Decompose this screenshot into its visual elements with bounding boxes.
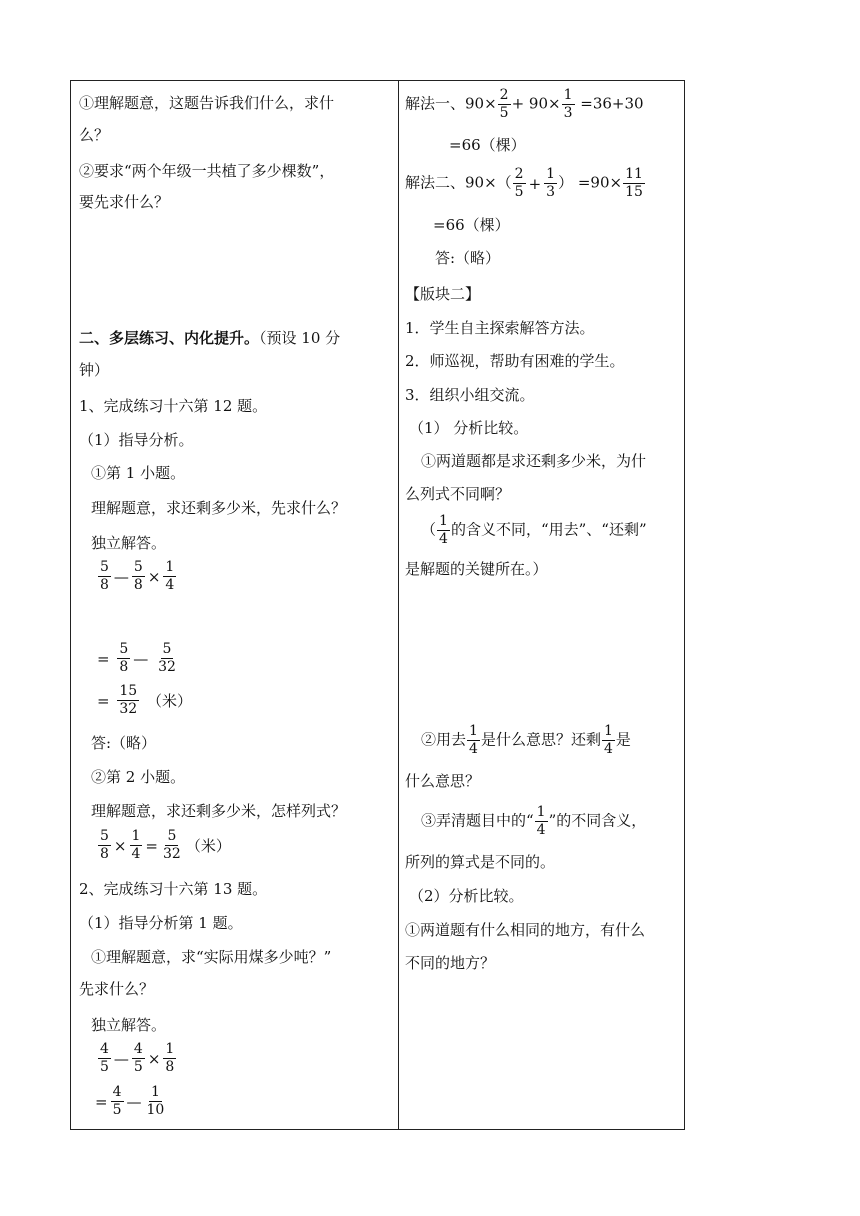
used-remaining-question-line-2: 什么意思？ [405,772,481,790]
fraction: $\frac{1}{4}$ [165,559,175,593]
similarity-question-line-1: ①两道题有什么相同的地方，有什么 [405,921,646,939]
equation-1-line-2: = $\frac{5}{8}$ — $\frac{5}{32}$ [97,641,176,675]
fraction: $\frac{11}{15}$ [625,166,643,200]
fraction: $\frac{1}{4}$ [536,804,546,838]
coal-question-line-2: 先求什么？ [79,980,155,998]
fraction: $\frac{5}{8}$ [119,641,129,675]
fraction: $\frac{1}{8}$ [165,1041,175,1075]
equation-3-line-1: $\frac{4}{5}$ — $\frac{4}{5}$ × $\frac{1}{8}$ [100,1041,175,1075]
coal-question-line-1: ①理解题意，求“实际用煤多少吨？” [91,948,332,966]
step-3: 3．组织小组交流。 [405,386,535,404]
block-2-heading: 【版块二】 [405,285,481,303]
discussion-line-1: ①两道题都是求还剩多少米，为什 [421,452,647,470]
section-2-heading-rest: （预设 10 分 [259,329,341,347]
step-1: 1．学生自主探索解答方法。 [405,319,595,337]
solution-1-result: =66（棵） [449,136,526,154]
solve-independently-2: 独立解答。 [91,1016,167,1034]
fraction: $\frac{5}{8}$ [100,559,109,593]
analysis-compare-2: （2）分析比较。 [409,887,524,905]
equation-1-result: = $\frac{15}{32}$ （米） [97,683,192,717]
equation-3-line-2: = $\frac{4}{5}$ — $\frac{1}{10}$ [95,1084,165,1118]
fraction: $\frac{5}{8}$ [133,559,143,593]
fraction: $\frac{1}{4}$ [603,723,613,757]
understand-2: 理解题意，求还剩多少米，怎样列式？ [91,802,347,820]
fraction: $\frac{1}{10}$ [146,1084,165,1118]
left-column [71,81,398,1129]
solution-2: 解法二、90×（ $\frac{2}{5}$ + $\frac{1}{3}$ ） =90× $\frac{11}{15}$ [405,166,643,200]
equation-2: $\frac{5}{8}$ × $\frac{1}{4}$ = $\frac{5}{32}$ （米） [100,828,231,862]
used-remaining-question: ②用去 $\frac{1}{4}$ 是什么意思？还剩 $\frac{1}{4}$ 是 [421,723,631,757]
fraction: $\frac{5}{32}$ [163,828,181,862]
question-2-line-1: ②要求“两个年级一共植了多少棵数”， [79,162,335,180]
analysis-compare-1: （1） 分析比较。 [409,419,529,437]
answer-omitted-1: 答:（略） [91,734,157,752]
guide-analysis-13: （1）指导分析第 1 题。 [79,914,243,932]
step-2: 2．师巡视，帮助有困难的学生。 [405,352,625,370]
fraction: $\frac{1}{3}$ [546,166,556,200]
fraction: $\frac{1}{4}$ [469,723,478,757]
sub-question-1: ①第 1 小题。 [91,464,186,482]
fraction: $\frac{2}{5}$ [499,87,509,121]
fraction: $\frac{4}{5}$ [112,1084,122,1118]
section-2-heading-bold: 二、多层练习、内化提升。 [79,329,260,347]
section-2-heading-line-2: 钟） [79,361,110,379]
meaning-note-line-1: （ $\frac{1}{4}$ 的含义不同，“用去”、“还剩” [421,513,647,547]
similarity-question-line-2: 不同的地方？ [405,954,496,972]
section-2-heading [79,328,340,348]
solve-independently-1: 独立解答。 [91,534,167,552]
question-2-line-2: 要先求什么？ [79,193,170,211]
right-column [399,81,685,1129]
question-1-line-2: 么？ [79,126,110,144]
fraction: $\frac{4}{5}$ [100,1041,109,1075]
fraction: $\frac{5}{8}$ [100,828,109,862]
clarify-meaning-line-2: 所列的算式是不同的。 [405,853,556,871]
discussion-line-2: 么列式不同啊？ [405,485,511,503]
exercise-13-title: 2、完成练习十六第 13 题。 [79,880,268,898]
exercise-12-title: 1、完成练习十六第 12 题。 [79,397,268,415]
solution-1: 解法一、90× $\frac{2}{5}$ + 90× $\frac{1}{3}$ =36+30 [405,87,644,121]
guide-analysis-1: （1）指导分析。 [79,431,194,449]
fraction: $\frac{1}{4}$ [131,828,141,862]
answer-omitted-right: 答:（略） [435,249,501,267]
understand-1: 理解题意，求还剩多少米，先求什么？ [91,499,347,517]
question-1-line-1: ①理解题意，这题告诉我们什么，求什 [79,94,335,112]
fraction: $\frac{15}{32}$ [119,683,138,717]
meaning-note-line-2: 是解题的关键所在。） [405,560,548,578]
fraction: $\frac{1}{3}$ [563,87,573,121]
clarify-meaning-line-1: ③弄清题目中的“ $\frac{1}{4}$ ”的不同含义， [421,804,647,838]
fraction: $\frac{5}{32}$ [158,641,176,675]
fraction: $\frac{1}{4}$ [439,513,448,547]
fraction: $\frac{4}{5}$ [133,1041,143,1075]
lesson-table [70,80,685,1130]
equation-1-line-1: $\frac{5}{8}$ — $\frac{5}{8}$ × $\frac{1}{4}$ [100,559,175,593]
solution-2-result: =66（棵） [433,216,510,234]
fraction: $\frac{2}{5}$ [514,166,524,200]
sub-question-2: ②第 2 小题。 [91,768,186,786]
